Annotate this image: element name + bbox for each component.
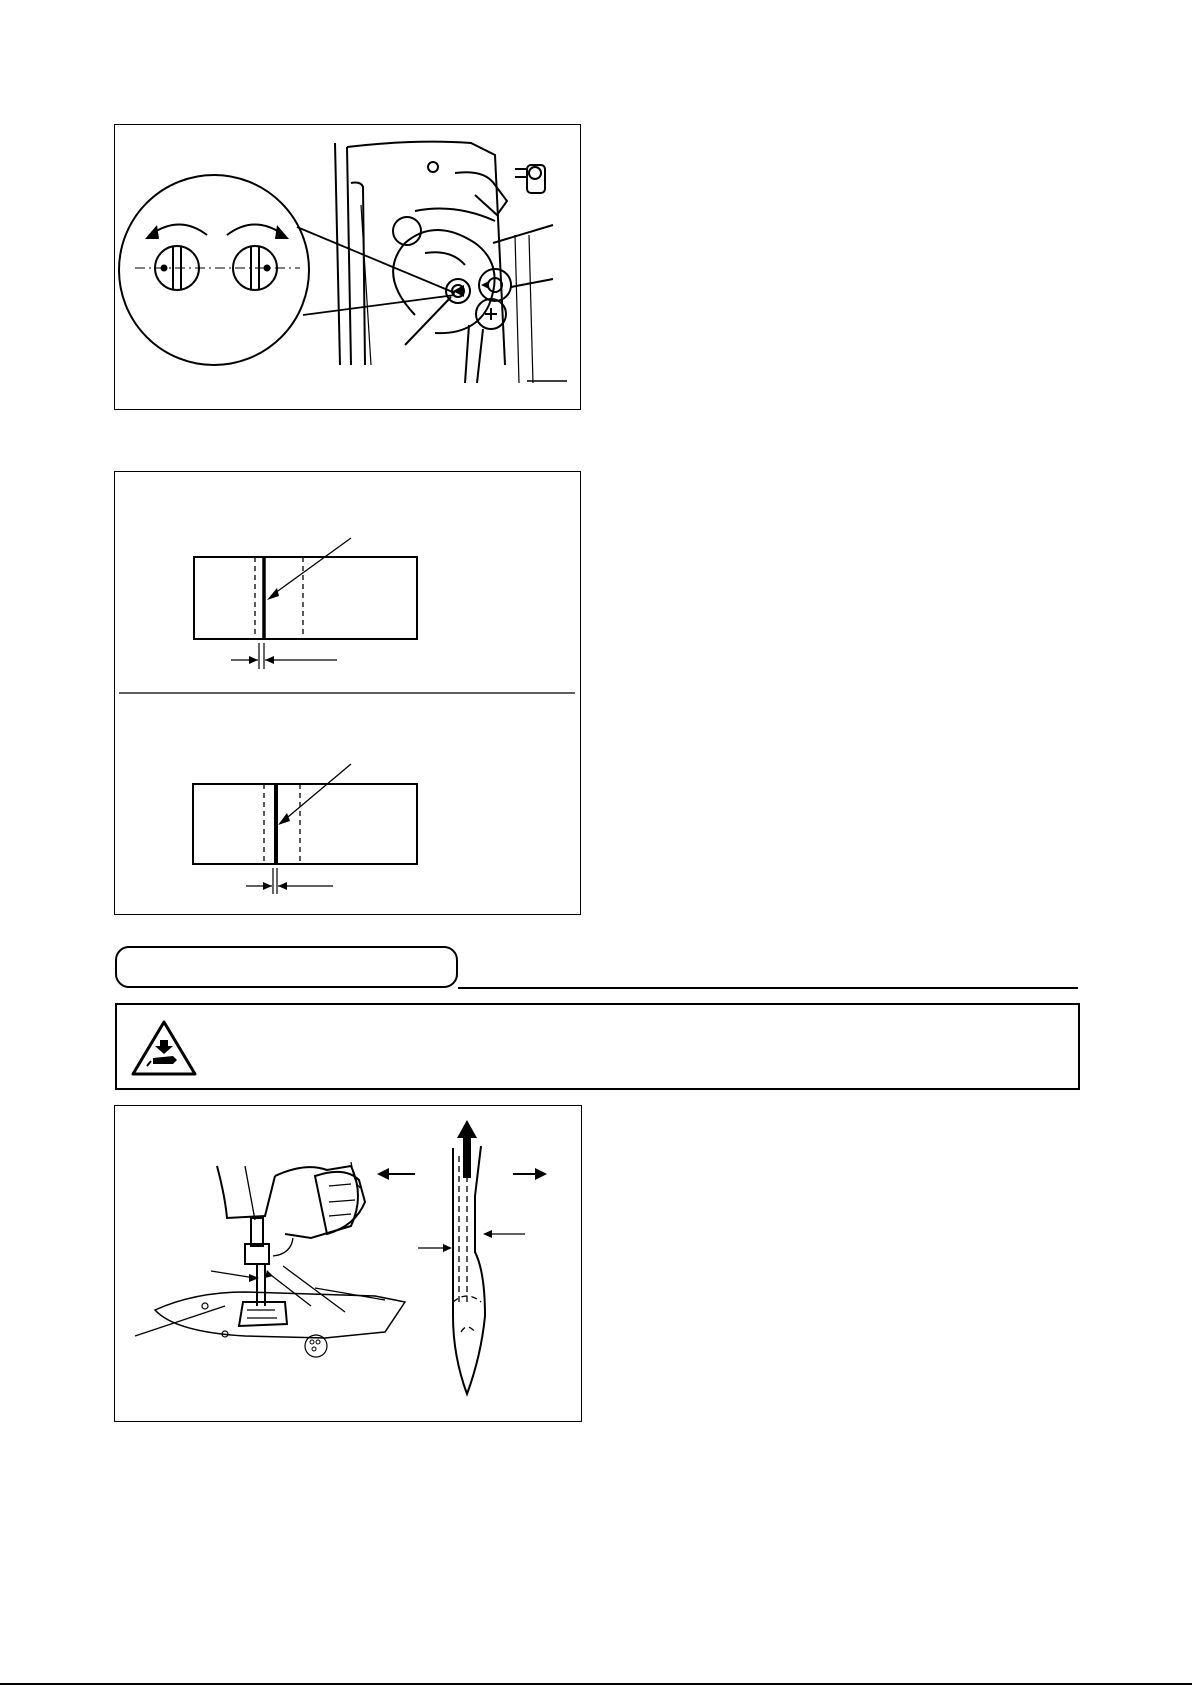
needle-clearance-drawing: [115, 1106, 583, 1423]
stitch-balance-figure: [114, 471, 581, 915]
section-heading-tab: [115, 946, 458, 988]
needle-clearance-figure: [114, 1105, 582, 1422]
stitch-balance-drawing: [115, 472, 582, 916]
warning-box: [115, 1003, 1080, 1090]
section-rule: [458, 987, 1078, 989]
hand-crush-warning-icon: [129, 1018, 199, 1078]
hook-adjustment-drawing: [115, 125, 582, 411]
hook-adjustment-figure: [114, 124, 581, 410]
